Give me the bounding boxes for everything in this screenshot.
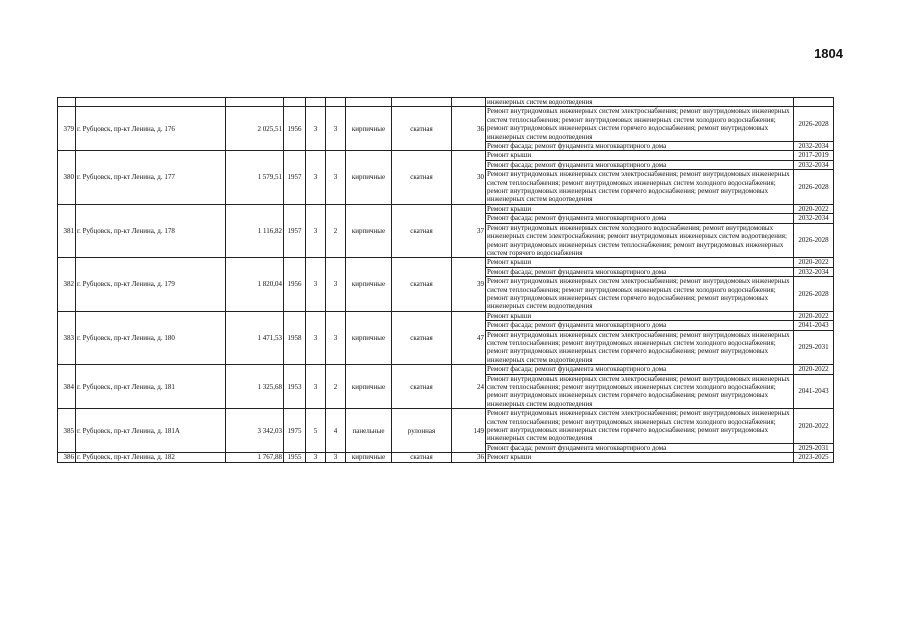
building-entrances: 2: [326, 204, 346, 257]
building-number: 384: [58, 365, 76, 409]
building-year: 1957: [284, 204, 306, 257]
building-area: 1 471,53: [226, 311, 284, 364]
work-description: Ремонт крыши: [486, 151, 794, 160]
building-number: 379: [58, 107, 76, 151]
roof-type: скатная: [392, 204, 452, 257]
building-area: 2 025,51: [226, 107, 284, 151]
flats-count: 24: [452, 365, 486, 409]
work-period: 2020-2022: [794, 258, 834, 267]
page-number: 1804: [814, 46, 843, 61]
work-description: Ремонт внутридомовых инженерных систем электроснабжения; ремонт внутридомовых инженерных систем теплоснабжения; ремонт внутридомовых инженерных систем холодного водоснабжения; ремонт внутридомовых инженерных систем горячего водоснабжения; ремонт внутридомовых инженерных систем водоотведения: [486, 107, 794, 142]
building-address: г. Рубцовск, пр-кт Ленина, д. 179: [76, 258, 226, 311]
building-row: [58, 204, 834, 213]
wall-material: кирпичные: [346, 204, 392, 257]
work-description: Ремонт фасада; ремонт фундамента многоквартирного дома: [486, 321, 794, 330]
building-floors: 3: [306, 365, 326, 409]
building-row: [58, 151, 834, 160]
work-period: 2041-2043: [794, 321, 834, 330]
flats-count: 39: [452, 258, 486, 311]
flats-count: 149: [452, 409, 486, 453]
roof-type: скатная: [392, 311, 452, 364]
flats-count: 37: [452, 204, 486, 257]
building-entrances: 4: [326, 409, 346, 453]
work-description: Ремонт внутридомовых инженерных систем электроснабжения; ремонт внутридомовых инженерных систем теплоснабжения; ремонт внутридомовых инженерных систем холодного водоснабжения; ремонт внутридомовых инженерных систем горячего водоснабжения; ремонт внутридомовых инженерных систем водоотведения: [486, 374, 794, 409]
work-period: 2020-2022: [794, 365, 834, 374]
building-row: [58, 365, 834, 374]
work-period: 2017-2019: [794, 151, 834, 160]
building-year: 1957: [284, 151, 306, 204]
building-row: [58, 107, 834, 142]
work-description: Ремонт фасада; ремонт фундамента многоквартирного дома: [486, 214, 794, 223]
roof-type: скатная: [392, 453, 452, 462]
work-description: Ремонт внутридомовых инженерных систем холодного водоснабжения; ремонт внутридомовых инженерных систем электроснабжения; ремонт внутридомовых инженерных систем водоотведения; ремонт внутридомовых инженерных систем теплоснабжения; ремонт внутридомовых инженерных систем горячего водоснабжения: [486, 223, 794, 258]
building-floors: 3: [306, 453, 326, 462]
building-floors: 3: [306, 204, 326, 257]
building-area: 1 820,04: [226, 258, 284, 311]
building-address: г. Рубцовск, пр-кт Ленина, д. 180: [76, 311, 226, 364]
building-address: г. Рубцовск, пр-кт Ленина, д. 177: [76, 151, 226, 204]
building-year: 1953: [284, 365, 306, 409]
building-number: 382: [58, 258, 76, 311]
work-period: 2023-2025: [794, 453, 834, 462]
work-period: 2026-2028: [794, 223, 834, 258]
building-year: 1958: [284, 311, 306, 364]
wall-material: панельные: [346, 409, 392, 453]
building-year: 1956: [284, 107, 306, 151]
flats-count: 30: [452, 151, 486, 204]
work-period: 2032-2034: [794, 214, 834, 223]
wall-material: кирпичные: [346, 258, 392, 311]
work-description: Ремонт внутридомовых инженерных систем электроснабжения; ремонт внутридомовых инженерных систем теплоснабжения; ремонт внутридомовых инженерных систем холодного водоснабжения; ремонт внутридомовых инженерных систем горячего водоснабжения; ремонт внутридомовых инженерных систем водоотведения: [486, 409, 794, 444]
building-floors: 3: [306, 258, 326, 311]
work-description: Ремонт крыши: [486, 311, 794, 320]
building-floors: 3: [306, 151, 326, 204]
work-description: Ремонт фасада; ремонт фундамента многоквартирного дома: [486, 443, 794, 452]
housing-repair-table: [57, 97, 834, 463]
building-year: 1955: [284, 453, 306, 462]
building-number: 381: [58, 204, 76, 257]
wall-material: кирпичные: [346, 453, 392, 462]
building-year: 1975: [284, 409, 306, 453]
building-area: 3 342,03: [226, 409, 284, 453]
building-address: г. Рубцовск, пр-кт Ленина, д. 178: [76, 204, 226, 257]
building-entrances: 3: [326, 453, 346, 462]
building-number: 383: [58, 311, 76, 364]
work-description: Ремонт фасада; ремонт фундамента многоквартирного дома: [486, 160, 794, 169]
building-area: 1 325,68: [226, 365, 284, 409]
building-row: [58, 409, 834, 444]
wall-material: кирпичные: [346, 151, 392, 204]
work-description: Ремонт фасада; ремонт фундамента многоквартирного дома: [486, 142, 794, 151]
work-description: Ремонт внутридомовых инженерных систем электроснабжения; ремонт внутридомовых инженерных систем теплоснабжения; ремонт внутридомовых инженерных систем холодного водоснабжения; ремонт внутридомовых инженерных систем горячего водоснабжения; ремонт внутридомовых инженерных систем водоотведения: [486, 330, 794, 365]
work-period: 2032-2034: [794, 267, 834, 276]
work-period: 2026-2028: [794, 170, 834, 205]
work-period: 2026-2028: [794, 277, 834, 312]
building-row: [58, 311, 834, 320]
flats-count: 36: [452, 453, 486, 462]
building-entrances: 3: [326, 107, 346, 151]
building-floors: 3: [306, 107, 326, 151]
building-entrances: 3: [326, 258, 346, 311]
wall-material: кирпичные: [346, 311, 392, 364]
building-address: г. Рубцовск, пр-кт Ленина, д. 176: [76, 107, 226, 151]
work-period: 2020-2022: [794, 409, 834, 444]
work-period: 2032-2034: [794, 142, 834, 151]
building-row: [58, 453, 834, 462]
building-address: г. Рубцовск, пр-кт Ленина, д. 181А: [76, 409, 226, 453]
roof-type: скатная: [392, 258, 452, 311]
flats-count: 47: [452, 311, 486, 364]
building-floors: 3: [306, 311, 326, 364]
work-period: 2032-2034: [794, 160, 834, 169]
roof-type: рулонная: [392, 409, 452, 453]
work-description: Ремонт фасада; ремонт фундамента многоквартирного дома: [486, 365, 794, 374]
roof-type: скатная: [392, 107, 452, 151]
building-number: 386: [58, 453, 76, 462]
wall-material: кирпичные: [346, 107, 392, 151]
work-period: 2041-2043: [794, 374, 834, 409]
flats-count: 36: [452, 107, 486, 151]
work-period: 2029-2031: [794, 330, 834, 365]
work-period: 2029-2031: [794, 443, 834, 452]
work-description: Ремонт внутридомовых инженерных систем электроснабжения; ремонт внутридомовых инженерных систем теплоснабжения; ремонт внутридомовых инженерных систем холодного водоснабжения; ремонт внутридомовых инженерных систем горячего водоснабжения; ремонт внутридомовых инженерных систем водоотведения: [486, 170, 794, 205]
building-number: 385: [58, 409, 76, 453]
building-entrances: 3: [326, 311, 346, 364]
roof-type: скатная: [392, 151, 452, 204]
work-description: инженерных систем водоотведения: [486, 98, 794, 107]
roof-type: скатная: [392, 365, 452, 409]
building-row: [58, 258, 834, 267]
work-description: Ремонт крыши: [486, 453, 794, 462]
work-description: Ремонт крыши: [486, 258, 794, 267]
carry-over-row: [58, 98, 834, 107]
building-address: г. Рубцовск, пр-кт Ленина, д. 182: [76, 453, 226, 462]
work-period: 2020-2022: [794, 311, 834, 320]
building-area: 1 579,51: [226, 151, 284, 204]
building-entrances: 3: [326, 151, 346, 204]
wall-material: кирпичные: [346, 365, 392, 409]
work-description: Ремонт внутридомовых инженерных систем электроснабжения; ремонт внутридомовых инженерных систем теплоснабжения; ремонт внутридомовых инженерных систем холодного водоснабжения; ремонт внутридомовых инженерных систем горячего водоснабжения; ремонт внутридомовых инженерных систем водоотведения: [486, 277, 794, 312]
building-year: 1956: [284, 258, 306, 311]
work-period: 2020-2022: [794, 204, 834, 213]
building-area: 1 116,82: [226, 204, 284, 257]
building-area: 1 767,88: [226, 453, 284, 462]
building-floors: 5: [306, 409, 326, 453]
building-number: 380: [58, 151, 76, 204]
work-period: 2026-2028: [794, 107, 834, 142]
building-entrances: 2: [326, 365, 346, 409]
building-address: г. Рубцовск, пр-кт Ленина, д. 181: [76, 365, 226, 409]
work-description: Ремонт фасада; ремонт фундамента многоквартирного дома: [486, 267, 794, 276]
work-description: Ремонт крыши: [486, 204, 794, 213]
